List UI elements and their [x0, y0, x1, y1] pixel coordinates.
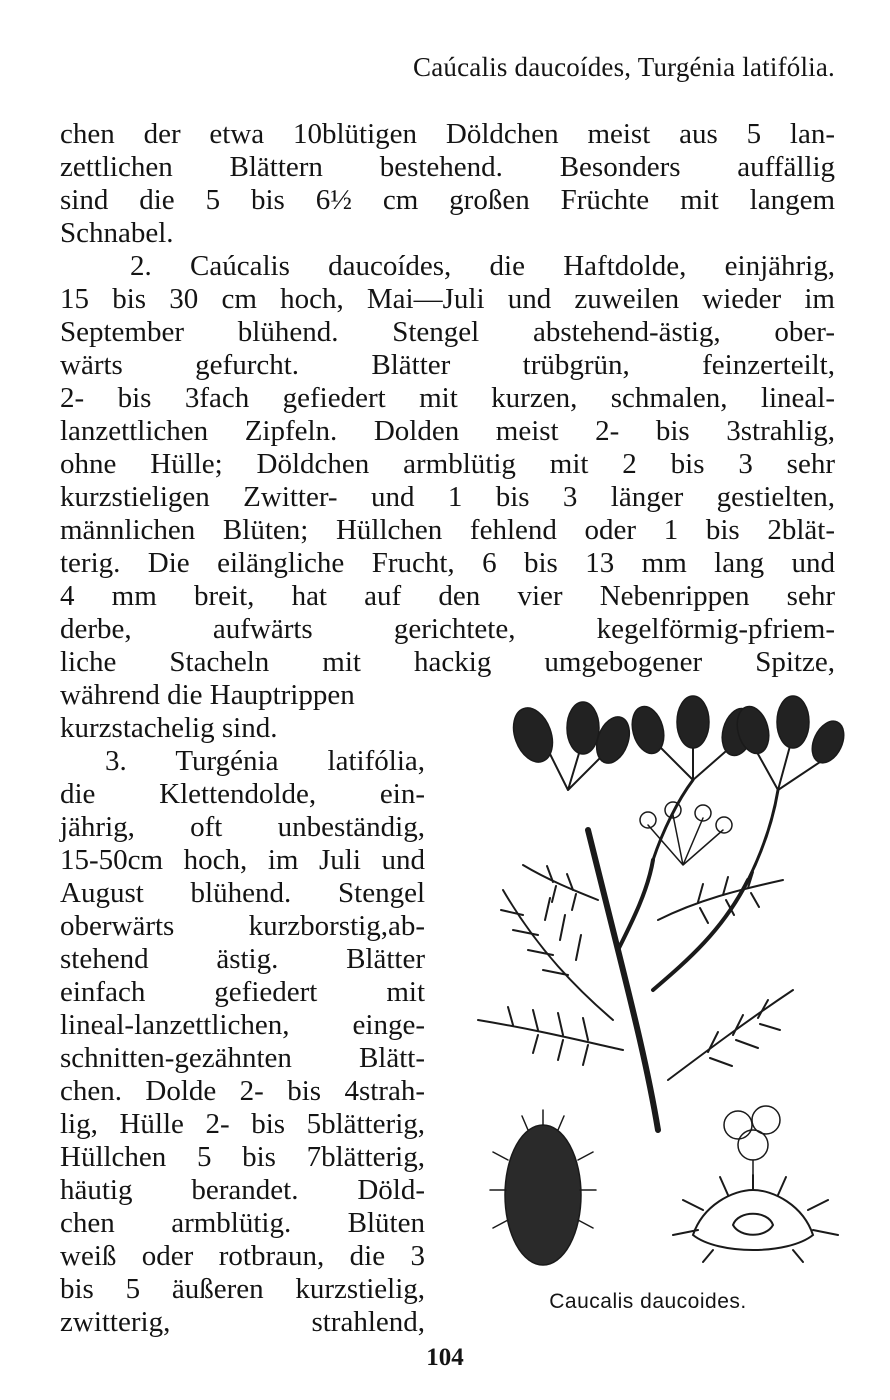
text-line: häutig berandet. Döld- — [60, 1174, 425, 1206]
text-line: lineal-lanzettlichen, einge- — [60, 1009, 425, 1041]
text-line: chen. Dolde 2- bis 4strah- — [60, 1075, 425, 1107]
text-line: 3. Turgénia latifólia, — [105, 745, 425, 777]
text-line: Hüllchen 5 bis 7blätterig, — [60, 1141, 425, 1173]
text-line: 15 bis 30 cm hoch, Mai—Juli und zuweilen wieder im — [60, 283, 835, 315]
text-line: 4 mm breit, hat auf den vier Nebenrippen sehr — [60, 580, 835, 612]
text-line: chen armblütig. Blüten — [60, 1207, 425, 1239]
text-line: kurzstieligen Zwitter- und 1 bis 3 länger gestielten, — [60, 481, 835, 513]
text-line: zwitterig, strahlend, — [60, 1306, 425, 1338]
text-line: lig, Hülle 2- bis 5blätterig, — [60, 1108, 425, 1140]
text-line: August blühend. Stengel — [60, 877, 425, 909]
botanical-illustration — [448, 690, 848, 1290]
text-line: während die Hauptrippen — [60, 679, 355, 711]
text-line: weiß oder rotbraun, die 3 — [60, 1240, 425, 1272]
text-line: 2- bis 3fach gefiedert mit kurzen, schmalen, lineal- — [60, 382, 835, 414]
text-line: zettlichen Blättern bestehend. Besonders auffällig — [60, 151, 835, 183]
text-line: Schnabel. — [60, 217, 174, 249]
page-number: 104 — [426, 1344, 464, 1371]
text-line: oberwärts kurzborstig,ab- — [60, 910, 425, 942]
text-line: liche Stacheln mit hackig umgebogener Spitze, — [60, 646, 835, 678]
text-line: einfach gefiedert mit — [60, 976, 425, 1008]
text-line: stehend ästig. Blätter — [60, 943, 425, 975]
text-line: sind die 5 bis 6½ cm großen Früchte mit langem — [60, 184, 835, 216]
text-line: jährig, oft unbeständig, — [60, 811, 425, 843]
text-line: die Klettendolde, ein- — [60, 778, 425, 810]
text-line: 2. Caúcalis daucoídes, die Haftdolde, einjährig, — [130, 250, 835, 282]
text-line: ohne Hülle; Döldchen armblütig mit 2 bis 3 sehr — [60, 448, 835, 480]
running-head: Caúcalis daucoídes, Turgénia latifólia. — [413, 52, 835, 82]
text-line: chen der etwa 10blütigen Döldchen meist aus 5 lan- — [60, 118, 835, 150]
text-line: lanzettlichen Zipfeln. Dolden meist 2- bis 3strahlig, — [60, 415, 835, 447]
text-line: September blühend. Stengel abstehend-ästig, ober- — [60, 316, 835, 348]
text-line: schnitten-gezähnten Blätt- — [60, 1042, 425, 1074]
text-line: wärts gefurcht. Blätter trübgrün, feinzerteilt, — [60, 349, 835, 381]
figure-caption: Caucalis daucoides. — [549, 1290, 747, 1313]
text-line: 15-50cm hoch, im Juli und — [60, 844, 425, 876]
text-line: terig. Die eilängliche Frucht, 6 bis 13 mm lang und — [60, 547, 835, 579]
text-line: kurzstachelig sind. — [60, 712, 278, 744]
text-line: männlichen Blüten; Hüllchen fehlend oder 1 bis 2blät- — [60, 514, 835, 546]
text-line: derbe, aufwärts gerichtete, kegelförmig-pfriem- — [60, 613, 835, 645]
text-line: bis 5 äußeren kurzstielig, — [60, 1273, 425, 1305]
